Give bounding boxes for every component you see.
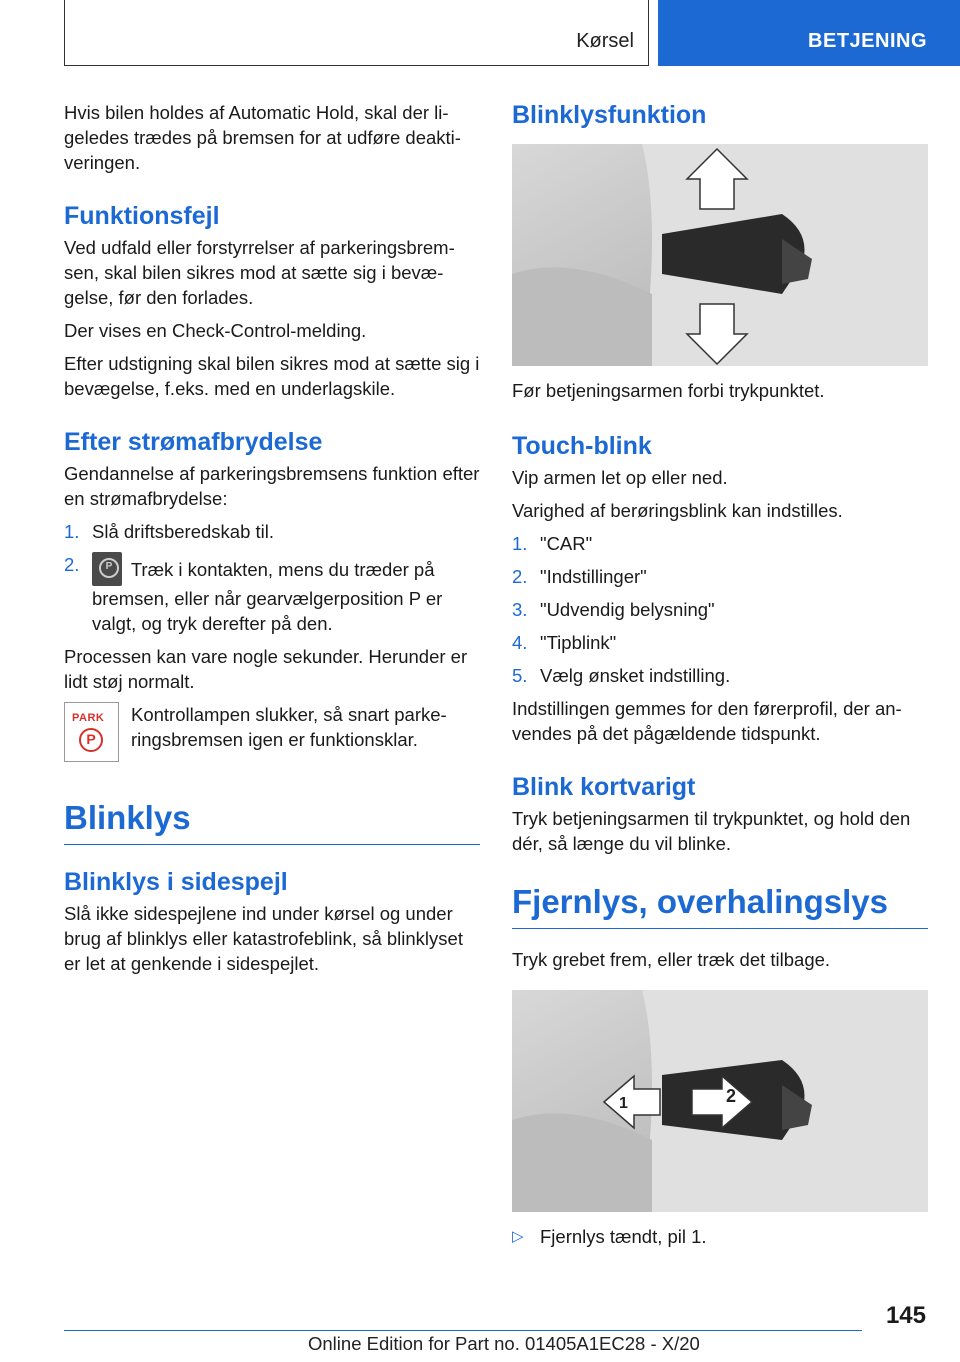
section-label: Kørsel (576, 30, 634, 52)
section-blinklys (64, 798, 480, 845)
high-beam-lever-figure (512, 990, 928, 1212)
heading-fjernlys: Fjernlys, overhalingslys (512, 883, 888, 920)
paragraph: Gendannelse af parkeringsbremsens funktion efter en strømafbrydelse: (64, 463, 480, 509)
heading-blinklys-sidespejl: Blinklys i sidespejl (64, 868, 288, 896)
list-item (512, 663, 928, 688)
step-number: 2. (64, 554, 80, 575)
step-text-wrap (92, 552, 480, 636)
park-p-symbol-icon: P (79, 728, 103, 752)
intro-text: Hvis bilen holdes af Automatic Hold, skal der ligeledes trædes på bremsen for at udføre deaktiveringen. (64, 102, 461, 173)
section-tab[interactable] (64, 0, 649, 66)
step-number: 4. (512, 632, 528, 653)
chapter-tab[interactable] (658, 0, 960, 66)
step-text: "CAR" (540, 533, 593, 554)
paragraph: Tryk betjeningsarmen til trykpunktet, og hold den dér, så længe du vil blinke. (512, 808, 911, 854)
step-text: "Tipblink" (540, 632, 617, 653)
heading-blinklys: Blinklys (64, 799, 191, 836)
turn-signal-lever-figure (512, 144, 928, 366)
heading-blinklysfunktion: Blinklysfunktion (512, 101, 707, 129)
paragraph: Tryk grebet frem, eller træk det tilbage. (512, 949, 831, 970)
list-item (512, 630, 928, 655)
left-column (64, 100, 480, 984)
park-indicator-label: PARK (72, 712, 105, 724)
list-item (64, 552, 480, 636)
park-indicator-icon (64, 702, 119, 762)
arrow-2-label: 2 (726, 1086, 737, 1106)
paragraph: Ved udfald eller forstyrrelser af parkeringsbremsen, skal bilen sikres mod at sætte sig i bevægelse, før den forlades. (64, 237, 455, 308)
step-number: 5. (512, 665, 528, 686)
list-item (512, 597, 928, 622)
paragraph: Der vises en Check-Control-melding. (64, 320, 367, 341)
settings-steps-list (512, 531, 928, 688)
step-number: 1. (512, 533, 528, 554)
indicator-note (64, 702, 480, 762)
arrow-1-label: 1 (619, 1095, 628, 1112)
footer-divider (64, 1330, 862, 1331)
page-number: 145 (885, 1302, 926, 1329)
footer-edition[interactable]: Online Edition for Part no. 01405A1EC28 - X/20 (308, 1333, 700, 1354)
paragraph: Varighed af berøringsblink kan indstilles. (512, 500, 843, 521)
triangle-bullet-icon: ▷ (512, 1228, 524, 1245)
bullet-text: Fjernlys tændt, pil 1. (540, 1226, 707, 1247)
step-number: 3. (512, 599, 528, 620)
high-beam-lever-illustration (512, 990, 928, 1212)
right-column (512, 100, 928, 1249)
figure-caption: Før betjeningsarmen forbi trykpunktet. (512, 380, 825, 401)
steps-list (64, 519, 480, 636)
step-text: "Udvendig belysning" (540, 599, 715, 620)
indicator-text: Kontrollampen slukker, så snart parkeringsbremsen igen er funktionsklar. (131, 704, 447, 750)
paragraph: Slå ikke sidespejlene ind under kørsel og under brug af blinklys eller katastrofeblink, så blinklyset er let at genkende i sidespejlet. (64, 903, 463, 974)
list-item (64, 519, 480, 544)
heading-blink-kortvarigt: Blink kortvarigt (512, 773, 696, 801)
step-number: 1. (64, 521, 80, 542)
list-item (512, 564, 928, 589)
parking-brake-switch-icon (92, 552, 122, 586)
section-fjernlys (512, 882, 928, 929)
paragraph: Efter udstigning skal bilen sikres mod at sætte sig i bevægelse, f.eks. med en underlagskile. (64, 353, 480, 399)
paragraph: Vip armen let op eller ned. (512, 467, 728, 488)
heading-touch-blink: Touch-blink (512, 432, 652, 460)
step-text: "Indstillinger" (540, 566, 647, 587)
turn-signal-lever-illustration (512, 144, 928, 366)
step-number: 2. (512, 566, 528, 587)
step-text: Vælg ønsket indstilling. (540, 665, 731, 686)
step-text: Træk i kontakten, mens du træder på bremsen, eller når gearvælgerposition P er valgt, og tryk derefter på den. (92, 559, 443, 634)
paragraph: Processen kan vare nogle sekunder. Herunder er lidt støj normalt. (64, 646, 468, 692)
bullet-item (512, 1224, 928, 1249)
page-header (64, 0, 960, 66)
list-item (512, 531, 928, 556)
heading-strom: Efter strømafbrydelse (64, 428, 323, 456)
heading-funktionsfejl: Funktionsfejl (64, 202, 220, 230)
chapter-label: BETJENING (808, 30, 927, 52)
paragraph: Indstillingen gemmes for den førerprofil, der anvendes på det pågældende tidspunkt. (512, 698, 902, 744)
step-text: Slå driftsberedskab til. (92, 521, 275, 542)
